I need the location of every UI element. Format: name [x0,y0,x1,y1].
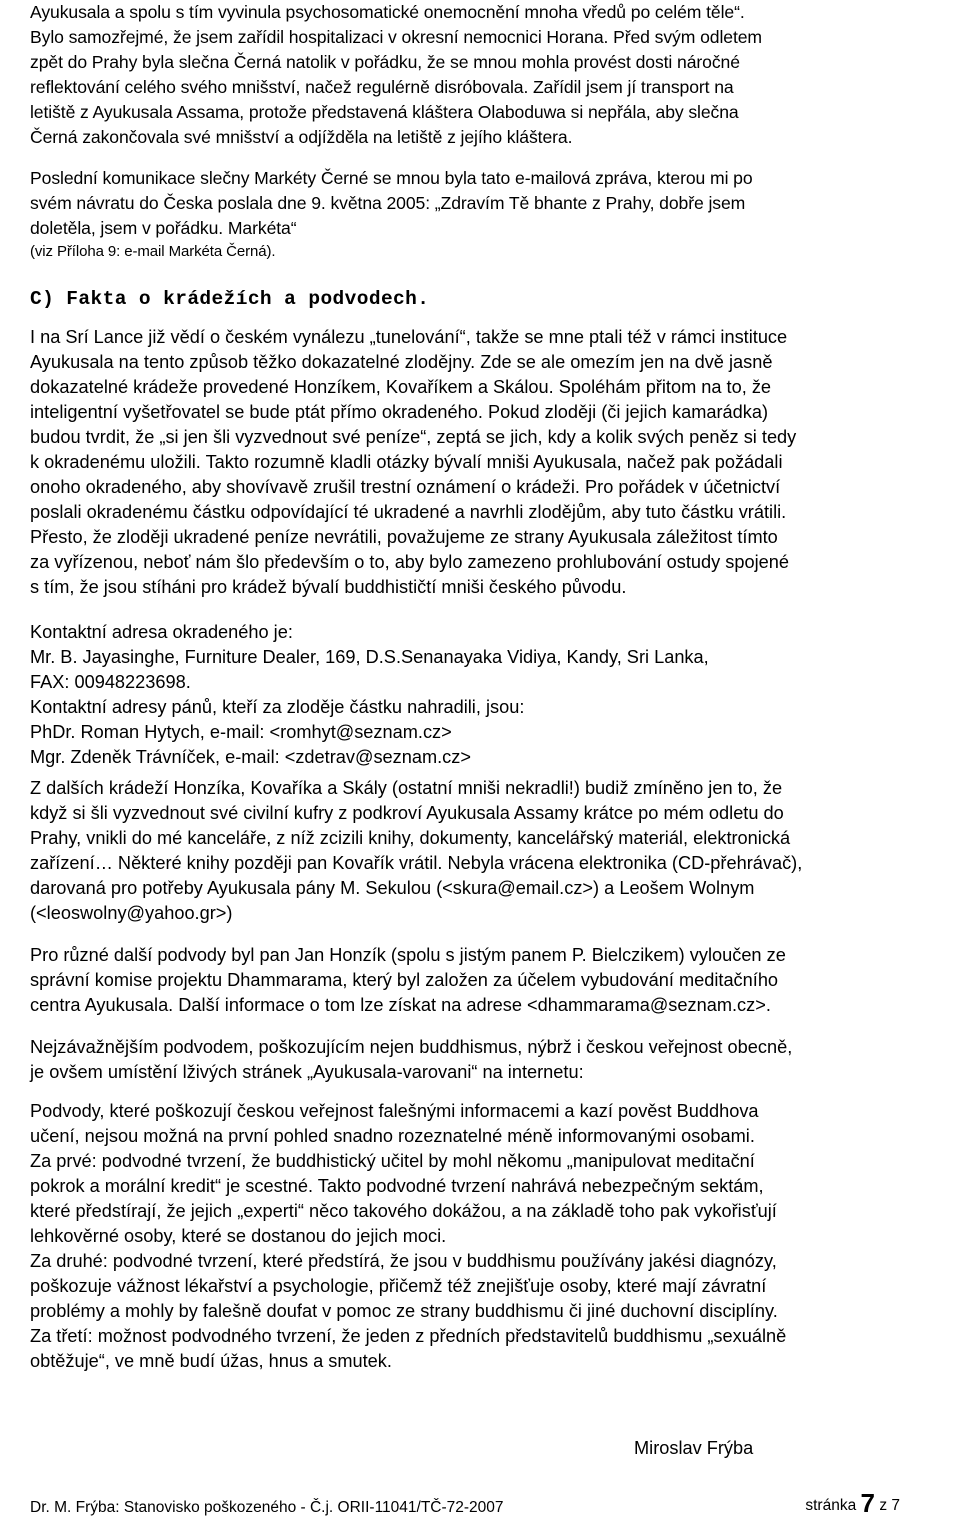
text-line: FAX: 00948223698. [30,672,191,692]
text-line: onoho okradeného, aby shovívavě zrušil trestní oznámení o krádeži. Pro pořádek v účetnictví [30,477,781,497]
text-line: Nejzávažnějším podvodem, poškozujícím nejen buddhismus, nýbrž i českou veřejnost obecně, [30,1037,793,1057]
text-line: lehkověrné osoby, které se dostanou do jejich moci. [30,1226,447,1246]
text-line: PhDr. Roman Hytych, e-mail: <romhyt@seznam.cz> [30,722,452,742]
text-line: centra Ayukusala. Další informace o tom lze získat na adrese <dhammarama@seznam.cz>. [30,995,771,1015]
text-line: Kontaktní adresy pánů, kteří za zloděje částku nahradili, jsou: [30,697,525,717]
text-line: Mr. B. Jayasinghe, Furniture Dealer, 169, D.S.Senanayaka Vidiya, Kandy, Sri Lanka, [30,647,709,667]
text-line: s tím, že jsou stíháni pro krádež bývalí buddhističtí mniši českého původu. [30,577,627,597]
paragraph-fraud-details [30,1099,786,1374]
text-line: je ovšem umístění lživých stránek „Ayukusala-varovani“ na internetu: [30,1062,584,1082]
text-line: inteligentní vyšetřovatel se bude ptát přímo okradeného. Pokud zloději (či jejich kamarádka) [30,402,769,422]
text-line: Ayukusala a spolu s tím vyvinula psychosomatické onemocnění mnoha vředů po celém těle“. [30,2,745,22]
text-line: Bylo samozřejmé, že jsem zařídil hospitalizaci v okresní nemocnici Horana. Před svým odletem [30,27,762,47]
text-line: problémy a mohly by falešně doufat v pomoc ze strany buddhismu či jiné duchovní disciplíny. [30,1301,778,1321]
signature-name: Miroslav Frýba [634,1438,754,1458]
text-line: svém návratu do Česka poslala dne 9. května 2005: „Zdravím Tě bhante z Prahy, dobře jsem [30,193,746,213]
page-total: z 7 [879,1497,900,1514]
text-line: poslali okradenému částku odpovídající té ukradené a navrhli zlodějům, aby tuto částku vrátili. [30,502,787,522]
text-line: Za druhé: podvodné tvrzení, které předstírá, že jsou v buddhismu používány jakési diagnózy, [30,1251,777,1271]
text-line: Poslední komunikace slečny Markéty Černé se mnou byla tato e-mailová zpráva, kterou mi po [30,168,753,188]
section-heading: C) Fakta o krádežích a podvodech. [30,288,430,310]
page-label: stránka [805,1497,857,1514]
text-line: I na Srí Lance již vědí o českém vynálezu „tunelování“, takže se mne ptali též v rámci instituce [30,327,788,347]
paragraph-hospitalization [30,0,762,150]
paragraph-other-thefts [30,776,802,926]
text-line: darovaná pro potřeby Ayukusala pány M. Sekulou (<skura@email.cz>) a Leošem Wolnym [30,878,755,898]
text-line: reflektování celého svého mnišství, načež regulérně disróbovala. Zařídil jsem jí transport na [30,77,734,97]
text-line: poškozuje vážnost lékařství a psychologie, přičemž též znejišťuje osoby, které mají závratní [30,1276,767,1296]
text-line: doletěla, jsem v pořádku. Markéta“ [30,218,297,238]
attachment-reference: (viz Příloha 9: e-mail Markéta Černá). [30,243,276,260]
text-line: Kontaktní adresa okradeného je: [30,622,293,642]
footer-page-indicator [805,1488,900,1518]
text-line: Ayukusala na tento způsob těžko dokazatelné zlodějny. Zde se ale omezím jen na dvě jasně [30,352,773,372]
paragraph-contacts [30,620,709,770]
text-line: zařízení… Některé knihy později pan Kovařík vrátil. Nebyla vrácena elektronika (CD-přehrávač), [30,853,803,873]
text-line: učení, nejsou možná na první pohled snadno rozeznatelné méně informovanými osobami. [30,1126,755,1146]
text-line: které předstírají, že jejich „experti“ něco takového dokážou, a na základě toho pak vykořisťují [30,1201,777,1221]
text-line: dokazatelné krádeže provedené Honzíkem, Kovaříkem a Skálou. Spoléhám přitom na to, že [30,377,772,397]
text-line: Mgr. Zdeněk Trávníček, e-mail: <zdetrav@seznam.cz> [30,747,471,767]
text-line: budou tvrdit, že „si jen šli vyzvednout své peníze“, zeptá se jich, kdy a kolik svých peněz si tedy [30,427,797,447]
text-line: (<leoswolny@yahoo.gr>) [30,903,233,923]
text-line: obtěžuje“, ve mně budí úžas, hnus a smutek. [30,1351,392,1371]
text-line: Prahy, vnikli do mé kanceláře, z níž zcizili knihy, dokumenty, kancelářský materiál, elektronická [30,828,791,848]
text-line: letiště z Ayukusala Assama, protože představená kláštera Olaboduwa si nepřála, aby slečna [30,102,739,122]
text-line: za vyřízenou, neboť nám šlo především o to, aby bylo zamezeno prohlubování ostudy spojené [30,552,790,572]
text-line: zpět do Prahy byla slečna Černá natolik v pořádku, že se mnou mohla provést dosti náročné [30,52,740,72]
paragraph-thefts [30,325,796,600]
text-line: správní komise projektu Dhammarama, který byl založen za účelem vybudování meditačního [30,970,779,990]
page-number: 7 [860,1488,875,1518]
text-line: Pro různé další podvody byl pan Jan Honzík (spolu s jistým panem P. Bielczikem) vyloučen ze [30,945,786,965]
paragraph-serious-fraud [30,1035,792,1085]
footer-document-reference: Dr. M. Frýba: Stanovisko poškozeného - Č.j. ORII-11041/TČ-72-2007 [30,1499,504,1516]
text-line: Za třetí: možnost podvodného tvrzení, že jeden z předních představitelů buddhismu „sexuálně [30,1326,787,1346]
text-line: Z dalších krádeží Honzíka, Kovaříka a Skály (ostatní mniši nekradli!) budiž zmíněno jen to, že [30,778,783,798]
text-line: Přesto, že zloději ukradené peníze nevrátili, považujeme ze strany Ayukusala záležitost tímto [30,527,778,547]
paragraph-last-communication [30,166,753,262]
paragraph-frauds [30,943,786,1018]
text-line: když si šli vyzvednout své civilní kufry z podkroví Ayukusala Assamy krátce po mém odletu do [30,803,784,823]
text-line: Za prvé: podvodné tvrzení, že buddhistický učitel by mohl někomu „manipulovat meditační [30,1151,755,1171]
text-line: pokrok a morální kredit“ je scestné. Takto podvodné tvrzení nahrává nebezpečným sektám, [30,1176,764,1196]
text-line: Černá zakončovala své mnišství a odjížděla na letiště z jejího kláštera. [30,127,573,147]
text-line: k okradenému uložili. Takto rozumně kladli otázky bývalí mniši Ayukusala, načež pak požádali [30,452,783,472]
text-line: Podvody, které poškozují českou veřejnost falešnými informacemi a kazí pověst Buddhova [30,1101,759,1121]
